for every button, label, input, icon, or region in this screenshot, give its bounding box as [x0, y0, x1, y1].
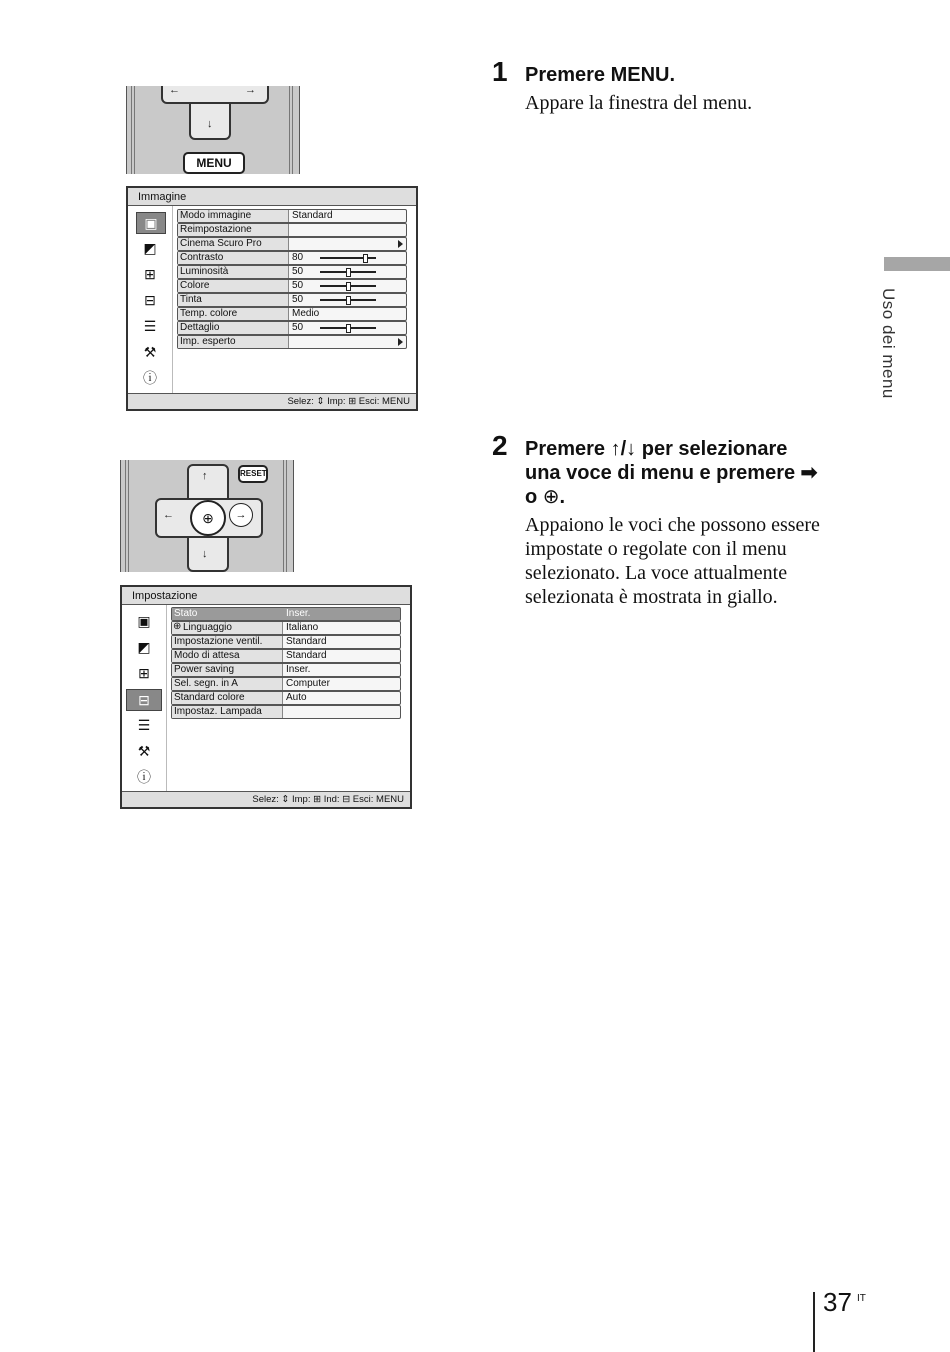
menu-screen-impostazione [120, 585, 412, 809]
menu-row-label: Temp. colore [180, 308, 238, 319]
menu-row-label: Stato [174, 608, 198, 619]
menu-row-value: Auto [286, 692, 307, 703]
menu-row[interactable] [171, 663, 401, 677]
arrow-right-icon: → [245, 86, 256, 96]
menu-row[interactable] [177, 279, 407, 293]
slider-knob[interactable] [346, 268, 351, 277]
menu-row-label: Sel. segn. in A [174, 678, 238, 689]
menu-title: Impostazione [122, 587, 410, 605]
screen-icon[interactable]: ⊞ [144, 265, 156, 282]
setup-toolbox-icon[interactable]: ⊟ [144, 291, 156, 308]
page-number: 37 [823, 1287, 852, 1317]
right-arrow-icon: ➡ [800, 462, 818, 484]
menu-row[interactable] [177, 209, 407, 223]
menu-row[interactable] [177, 293, 407, 307]
slider-knob[interactable] [363, 254, 368, 263]
menu-row-label: Contrasto [180, 252, 224, 263]
slider-knob[interactable] [346, 296, 351, 305]
menu-row-value: Standard [286, 650, 327, 661]
slider-knob[interactable] [346, 282, 351, 291]
arrow-up-icon[interactable]: ↑ [202, 470, 208, 482]
picture-adjust-icon[interactable]: ◩ [137, 638, 151, 655]
menu-row-value: 80 [292, 252, 304, 263]
menu-row-label: Power saving [174, 664, 235, 675]
page-language-suffix: IT [857, 1293, 866, 1304]
submenu-arrow-icon [398, 338, 403, 346]
menu-row-value: Inser. [286, 608, 311, 619]
info-icon[interactable]: ⓘ [137, 769, 151, 785]
arrow-left-icon[interactable]: ← [163, 509, 174, 521]
menu-row-value: Standard [286, 636, 327, 647]
menu-footer: Selez: ⇕ Imp: ⊞ Ind: ⊟ Esci: MENU [122, 791, 410, 807]
menu-row-value: 50 [292, 280, 304, 291]
menu-row-value: 50 [292, 266, 304, 277]
list-icon[interactable]: ☰ [143, 317, 157, 334]
menu-row-value: 50 [292, 322, 304, 333]
menu-row-value: Standard [292, 210, 333, 221]
menu-row-label: Cinema Scuro Pro [180, 238, 262, 249]
menu-row[interactable] [177, 223, 407, 237]
up-down-arrow-icon: ↑/↓ [610, 438, 637, 460]
menu-row-label: Tinta [180, 294, 202, 305]
step-body: Appaiono le voci che possono essere impostate o regolate con il menu selezionato. La voce attualmente selezionata è mostrata in giallo. [525, 514, 820, 608]
menu-row-value: Medio [292, 308, 320, 319]
menu-row[interactable] [177, 265, 407, 279]
menu-title: Immagine [128, 188, 416, 206]
menu-row-value: 50 [292, 294, 304, 305]
menu-row-value: Inser. [286, 664, 311, 675]
menu-row-label: Modo di attesa [174, 650, 240, 661]
menu-row-label: Modo immagine [180, 210, 252, 221]
step-number: 2 [492, 430, 508, 461]
menu-screen-immagine [126, 186, 418, 411]
menu-row-label: Linguaggio [183, 622, 232, 633]
arrow-down-icon[interactable]: ↓ [202, 548, 208, 560]
screen-icon[interactable]: ⊞ [138, 664, 150, 681]
step-heading: Premere ↑/↓ per selezionare una voce di menu e premere ➡ o ⊕. [525, 438, 818, 508]
menu-row[interactable] [171, 691, 401, 705]
menu-row-label: Reimpostazione [180, 224, 252, 235]
menu-footer: Selez: ⇕ Imp: ⊞ Esci: MENU [128, 393, 416, 409]
page-number-divider [813, 1292, 815, 1352]
menu-row-label: Dettaglio [180, 322, 220, 333]
menu-row-label: Standard colore [174, 692, 245, 703]
menu-row[interactable] [171, 607, 401, 621]
arrow-right-button[interactable]: → [229, 503, 253, 527]
picture-icon[interactable]: ▣ [137, 612, 151, 629]
setup-toolbox-icon[interactable]: ⊟ [126, 689, 162, 711]
arrow-left-icon: ← [169, 86, 180, 96]
section-tab-label: Uso dei menu [879, 288, 898, 399]
step-heading: Premere MENU. [525, 64, 676, 86]
globe-icon: ⊕ [173, 621, 182, 632]
menu-row-value: Italiano [286, 622, 319, 633]
picture-icon[interactable]: ▣ [136, 212, 166, 234]
submenu-arrow-icon [398, 240, 403, 248]
menu-row[interactable] [177, 251, 407, 265]
menu-row[interactable] [171, 705, 401, 719]
menu-row-label: Imp. esperto [180, 336, 236, 347]
menu-row[interactable] [171, 677, 401, 691]
menu-row[interactable] [177, 335, 407, 349]
menu-row[interactable] [171, 635, 401, 649]
enter-icon: ⊕ [542, 486, 560, 508]
menu-row-label: Impostaz. Lampada [174, 706, 262, 717]
menu-row-label: Impostazione ventil. [174, 636, 263, 647]
remote-control-illustration-1 [126, 86, 300, 174]
menu-button[interactable]: MENU [183, 152, 245, 174]
list-icon[interactable]: ☰ [137, 716, 151, 733]
menu-row-label: Luminosità [180, 266, 229, 277]
wrench-icon[interactable]: ⚒ [143, 343, 157, 360]
step-number: 1 [492, 56, 508, 87]
enter-button[interactable]: ⊕ [190, 500, 226, 536]
menu-row[interactable] [177, 321, 407, 335]
section-tab-bar [884, 257, 950, 271]
menu-row-value: Computer [286, 678, 330, 689]
wrench-icon[interactable]: ⚒ [137, 742, 151, 759]
picture-adjust-icon[interactable]: ◩ [143, 239, 157, 256]
step-body: Appare la finestra del menu. [525, 92, 753, 114]
arrow-down-icon: ↓ [207, 118, 213, 130]
menu-row-label: Colore [180, 280, 210, 291]
remote-control-illustration-2 [120, 460, 294, 572]
menu-row[interactable] [171, 649, 401, 663]
menu-row[interactable] [177, 307, 407, 321]
menu-row[interactable] [177, 237, 407, 251]
info-icon[interactable]: ⓘ [143, 370, 157, 386]
slider-knob[interactable] [346, 324, 351, 333]
menu-row[interactable] [171, 621, 401, 635]
reset-button[interactable]: RESET [238, 465, 268, 483]
